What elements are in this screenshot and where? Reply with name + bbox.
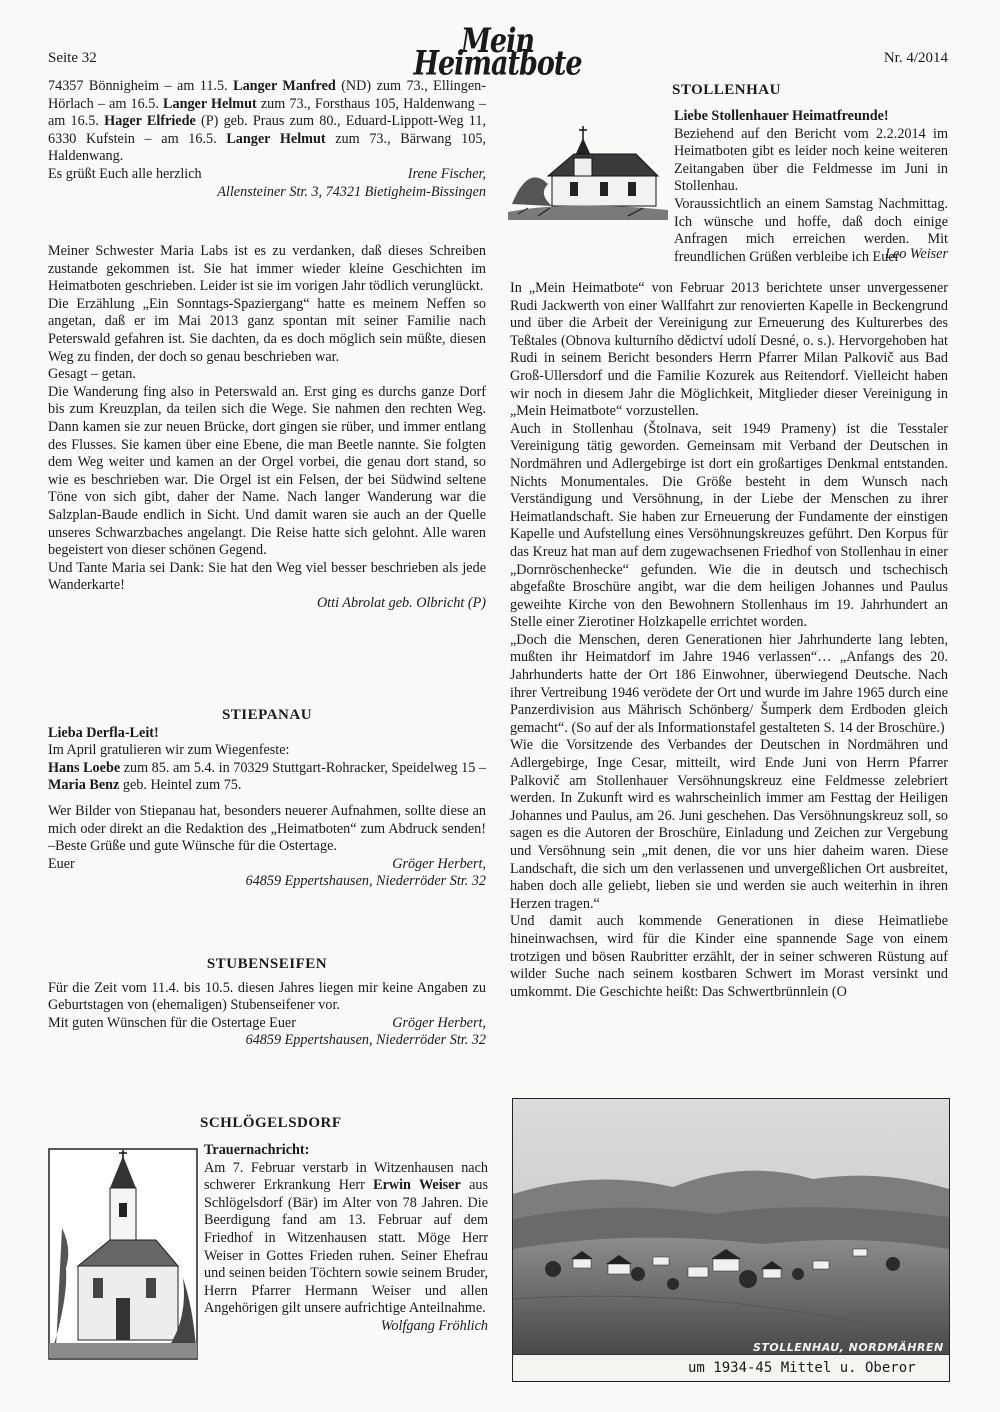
chapel-sketch-image	[508, 124, 668, 220]
stubenseifen-paragraph: Für die Zeit vom 11.4. bis 10.5. diesen Jahres liegen mir keine Angaben zu Geburtstagen von (ehemaligen) Stubenseifener vor.	[48, 979, 486, 1014]
section-title-stiepanau: STIEPANAU	[221, 707, 313, 723]
stiepanau-paragraph: Hans Loebe zum 85. am 5.4. in 70329 Stuttgart-Rohracker, Speidelweg 15 – Maria Benz geb. Heintel zum 75.	[48, 759, 487, 794]
report-paragraph: „Doch die Menschen, deren Generationen hier Jahrhunderte lang lebten, mußten ihr Heimatdorf im Jahre 1946 verlassen“… „Anfangs des 20. Jahrhunderts hatte der Ort 186 Einwohner, überwiegend Deutsche. Nach ihrer Vertreibung 1946 verödete der Ort und wurde im Jahre 1965 durch eine Panzerdivision aus Mährisch Schönberg/ Šumperk dem Erdboden gleich gemacht“. (So auf der als Informationstafel gestalteten S. 14 der Broschüre.)	[510, 631, 948, 736]
story-paragraph: Die Wanderung fing also in Peterswald an. Erst ging es durchs ganze Dorf bis zum Kreuzplan, da teilen sich die Wege. Sie nahmen den rechten Weg. Dann kamen sie zur neuen Brücke, dort gingen sie rüber, und immer entlang des Flusses. Sie kamen über eine Ebene, die man Beetle nannte. Sie folgten dem Weg weiter und kamen an der Orgel vorbei, die genau dort stand, so wie es beschrieben war. Die Orgel ist ein Felsen, der bei Südwind seltene Töne von sich gibt, daher der Name. Nach langer Wanderung war die Salzplan-Baude endlich in Sicht. Und damit waren sie auch an der Quelle unseres Schwarzbaches angelangt. Die Reise hatte sich gelohnt. Alle waren begeistert von dieser schönen Gegend.	[48, 383, 486, 559]
story-paragraph: Und Tante Maria sei Dank: Sie hat den Weg viel besser beschrieben als jede Wanderkarte!	[48, 559, 486, 594]
stollenhau-signature: Leo Weiser	[885, 246, 948, 262]
greeting-signature-name: Irene Fischer,	[407, 165, 486, 182]
birthdays-block	[48, 78, 486, 201]
stollenhau-photo	[512, 1098, 950, 1382]
stiepanau-signature-row	[48, 856, 486, 874]
stiepanau-section	[48, 707, 486, 891]
page-number: Seite 32	[48, 50, 97, 66]
story-block	[48, 243, 486, 612]
report-paragraph: Auch in Stollenhau (Štolnava, seit 1949 Prameny) ist die Tesstaler Vereinigung tätig geworden. Gemeinsam mit Verband der Deutschen in Nordmähren und Adlergebirge ist dort ein großartiges Denkmal entstanden. Nichts Monumentales. Die Größe besteht in dem Wunsch nach Verständigung und Versöhnung, in der Liebe der Menschen zu ihrer Heimatlandschaft. Sie haben zur Erneuerung der Fundamente der einstigen Kapelle und Aufstellung eines Versöhnungskreuzes geführt. Den Korpus für das Kreuz hat man auf dem zugewachsenen Friedhof von Stollenhau in einer „Dornröschenhecke“ gefunden. Wie die in deutsch und tschechisch abgefaßte Broschüre angibt, war die dem heiligen Johannes und Paulus geweihte Kirche von den Bewohnern Stollenhaus im 19. Jahrhundert an Stelle einer Zierotiner Holzkapelle errichtet worden.	[510, 420, 948, 631]
greeting-signature-address: Allensteiner Str. 3, 74321 Bietigheim-Bissingen	[217, 183, 486, 200]
stollenhau-signature-row	[510, 246, 948, 264]
report-block	[510, 280, 948, 1001]
photo-handwritten-note: um 1934-45 Mittel u. Oberor	[513, 1354, 949, 1381]
story-paragraph: Meiner Schwester Maria Labs ist es zu verdanken, daß dieses Schreiben zustande gekommen ist. Sie hat immer wieder kleine Geschichten im Heimatboten geschrieben. Leider ist sie im vorigen Jahr tödlich verunglückt.	[48, 243, 486, 295]
section-title-stollenhau: STOLLENHAU	[672, 82, 781, 98]
stollenhau-paragraph: Beziehend auf den Bericht vom 2.2.2014 im Heimatboten gibt es leider noch keine weiteren Zeitangaben über die Feldmesse im Juni in Stollenhau.	[674, 125, 948, 195]
stollenhau-greeting: Liebe Stollenhauer Heimatfreunde!	[674, 108, 889, 124]
schloegelsdorf-title-wrap	[48, 1115, 486, 1133]
stollenhau-paragraph: Voraussichtlich an einem Samstag Nachmittag. Ich wünsche und hoffe, daß doch einige Anfragen mich erreichen werden. Mit freundlichen Grüßen verbleibe ich Euer	[674, 195, 948, 265]
stubenseifen-signature-name: Gröger Herbert,	[392, 1014, 486, 1031]
greeting-row	[48, 166, 486, 184]
stiepanau-paragraph: Im April gratulieren wir zum Wiegenfeste:	[48, 742, 290, 759]
trauer-block	[204, 1142, 488, 1336]
report-paragraph: In „Mein Heimatbote“ von Februar 2013 berichtete unser unvergessener Rudi Jackwerth von einer Wallfahrt zur renovierten Kapelle in Beckengrund und über die Arbeit der Vereinigung zur Erneuerung des Kulturerbes des Teßtales (Obnova kulturního dědictví udolí Desné, o. s.). Hervorgehoben hat Rudi in seinem Bericht besonders Herrn Pfarrer Milan Palkovič aus Bad Groß-Ullersdorf und die Familie Kozurek aus Reitendorf. Vielleicht haben wir noch in diesem Jahr die Möglichkeit, Mitglieder dieser Vereinigung in „Mein Heimatbote“ vorzustellen.	[510, 280, 948, 420]
report-paragraph: Wie die Vorsitzende des Verbandes der Deutschen in Nordmähren und Adlergebirge, Inge Cesar, mitteilt, wird Ende Juni von Herrn Pfarrer Palkovič am Stollenhauer Versöhnungskreuz eine Feldmesse zelebriert werden. In Zukunft wird es wahrscheinlich immer am Festtag der Heiligen Johannes und Paulus, am 26. Juni geschehen. Das Versöhnungskreuz soll, so sagen es die Autoren der Broschüre, Einladung und Zeichen zur Vergebung und Versöhnung sein „mit denen, die vor uns hier daheim waren. Diese Landschaft, die sich um den verlassenen und unvergeßlichen Ort ausbreitet, haben doch alle geliebt, lieben sie und werden sie auch weiterhin in ihren Herzen tragen.“	[510, 737, 948, 912]
stiepanau-signature-address: 64859 Eppertshausen, Niederröder Str. 32	[245, 873, 486, 890]
stollenhau-title-wrap	[510, 82, 948, 100]
stiepanau-paragraph: Wer Bilder von Stiepanau hat, besonders neuerer Aufnahmen, sollte diese an mich oder direkt an die Redaktion des „Heimatboten“ zum Abdruck senden! –Beste Grüße und gute Wünsche für die Ostertage.	[48, 802, 486, 855]
stollenhau-letter-bottom	[510, 212, 948, 264]
masthead-logo: Mein Heimatbote	[413, 21, 582, 83]
stiepanau-euer: Euer	[48, 855, 75, 872]
story-signature: Otti Abrolat geb. Olbricht (P)	[316, 594, 486, 611]
stiepanau-greeting: Lieba Derfla-Leit!	[48, 724, 159, 741]
issue-number: Nr. 4/2014	[883, 50, 948, 66]
story-paragraph: Gesagt – getan.	[48, 366, 136, 383]
stubenseifen-closing: Mit guten Wünschen für die Ostertage Euer	[48, 1014, 296, 1031]
report-paragraph: Und damit auch kommende Generationen in diese Heimatliebe hineinwachsen, wird für die Kinder eine spannende Sage von einem trotzigen und bösen Raubritter erzählt, der in seiner schweren Rüstung auf wilder Suche nach seinem kostbaren Schwert im Morast versinkt und umkommt. Die Geschichte heißt: Das Schwertbrünnlein (O	[510, 913, 948, 1000]
stubenseifen-section	[48, 956, 486, 1050]
story-paragraph: Die Erzählung „Ein Sonntags-Spaziergang“ hatte es meinem Neffen so angetan, daß er im Mai 2013 ganz spontan mit seiner Familie nach Peterswald gefahren ist. Sie dachten, da es doch möglich sein müßte, diesen Weg zu finden, der doch so genau beschrieben war.	[48, 295, 486, 365]
stubenseifen-signature-address: 64859 Eppertshausen, Niederröder Str. 32	[245, 1032, 486, 1049]
trauer-signature: Wolfgang Fröhlich	[380, 1317, 488, 1334]
stiepanau-signature-name: Gröger Herbert,	[392, 855, 486, 872]
section-title-schloegelsdorf: SCHLÖGELSDORF	[200, 1115, 342, 1131]
photo-caption: STOLLENHAU, NORDMÄHREN	[753, 1341, 944, 1354]
stubenseifen-signature-row	[48, 1015, 486, 1033]
section-title-stubenseifen: STUBENSEIFEN	[206, 956, 328, 972]
trauer-text: Am 7. Februar verstarb in Witzenhausen nach schwerer Erkrankung Herr Erwin Weiser aus Schlögelsdorf (Bär) im Alter von 78 Jahren. Die Beerdigung fand am 13. Februar auf dem Friedhof in Witzenhausen statt. Möge Herr Weiser in Gottes Frieden ruhen. Seiner Ehefrau und seinen beiden Töchtern sowie seinem Bruder, Herrn Pfarrer Hermann Weiser und allen Angehörigen gilt unsere aufrichtige Anteilnahme.	[204, 1159, 488, 1317]
church-sketch-image	[48, 1148, 198, 1360]
birthdays-text: 74357 Bönnigheim – am 11.5. Langer Manfred (ND) zum 73., Ellingen-Hörlach – am 16.5. Langer Helmut zum 73., Forsthaus 105, Haldenwang – am 16.5. Hager Elfriede (P) geb. Praus zum 80., Eduard-Lippott-Weg 11, 6330 Kufstein – am 16.5. Langer Helmut zum 73., Bärwang 105, Haldenwang.	[48, 78, 486, 165]
trauer-title: Trauernachricht:	[204, 1142, 310, 1158]
greeting-text: Es grüßt Euch alle herzlich	[48, 165, 202, 182]
